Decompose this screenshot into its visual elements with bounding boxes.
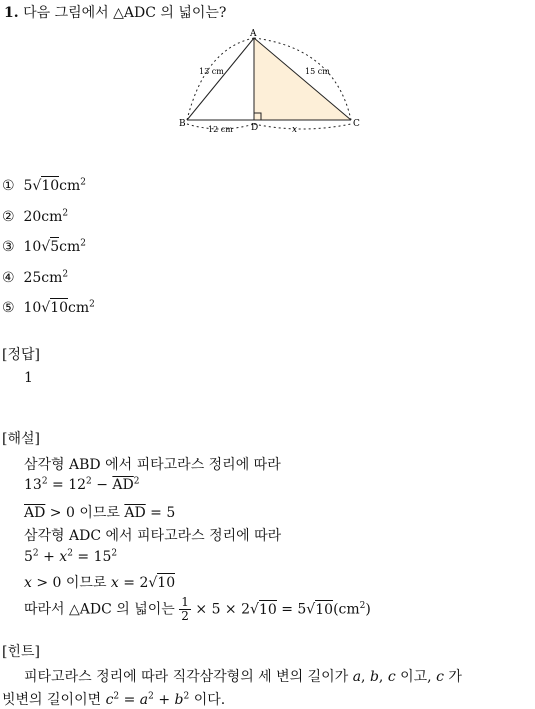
choice-1[interactable]: ① $5√10cm^2$: [2, 177, 86, 194]
question-number: 1.: [4, 5, 19, 21]
side-ab: [187, 38, 254, 120]
fraction-half: $\frac{1}{2}$: [181, 595, 189, 623]
choice-mark: ⑤: [2, 300, 15, 316]
label-dc-length: x: [292, 125, 298, 135]
label-d: D: [251, 123, 259, 133]
choice-5[interactable]: ⑤ $10√10cm^2$: [2, 299, 95, 316]
choice-mark: ①: [2, 178, 15, 194]
solution-line-6: x > 0 이므로 x = 2√10: [24, 575, 176, 591]
triangle-figure: [175, 28, 365, 138]
choice-2[interactable]: ② $20cm^2$: [2, 208, 69, 225]
solution-line-3: $\overline{AD} > 0$ 이므로 $\overline{AD} = 5$: [24, 505, 176, 521]
choice-mark: ③: [2, 239, 15, 255]
choice-mark: ②: [2, 209, 15, 225]
question: [4, 2, 226, 22]
solution-line-4: 삼각형 ADC 에서 피타고라스 정리에 따라: [24, 528, 282, 544]
label-b: B: [179, 119, 186, 129]
choice-4[interactable]: ④ $25cm^2$: [2, 269, 69, 286]
label-ab-length: 13 cm: [199, 67, 224, 76]
brace-dc: [254, 124, 351, 129]
answer-value: 1: [24, 370, 33, 386]
solution-line-7: 따라서 △ADC 의 넓이는 $\frac{1}{2}$ × $5 \times 2√10 = 5√10(cm^2)$: [24, 595, 371, 623]
label-ac-length: 15 cm: [305, 67, 330, 76]
hint-line-1: 피타고라스 정리에 따라 직각삼각형의 세 변의 길이가 a, b, c 이고, c 가: [24, 669, 462, 685]
label-bd-length: 12 cm: [208, 125, 233, 134]
label-c: C: [353, 119, 360, 129]
label-a: A: [250, 29, 257, 39]
hint-line-2: 빗변의 길이이면 $c^2 = a^2 + b^2$ 이다.: [2, 691, 226, 708]
answer-label: [정답]: [2, 347, 40, 363]
choice-3[interactable]: ③ $10√5cm^2$: [2, 238, 86, 255]
solution-line-1: 삼각형 ABD 에서 피타고라스 정리에 따라: [24, 457, 281, 473]
question-text: 다음 그림에서 △ADC 의 넓이는?: [23, 5, 227, 21]
hint-label: [힌트]: [2, 644, 40, 660]
solution-line-2: $13^2 = 12^2 - \overline{AD}^2$: [24, 476, 140, 493]
choice-mark: ④: [2, 270, 15, 286]
solution-line-5: $5^2 + x^2 = 15^2$: [24, 548, 118, 565]
solution-label: [해설]: [2, 431, 40, 447]
